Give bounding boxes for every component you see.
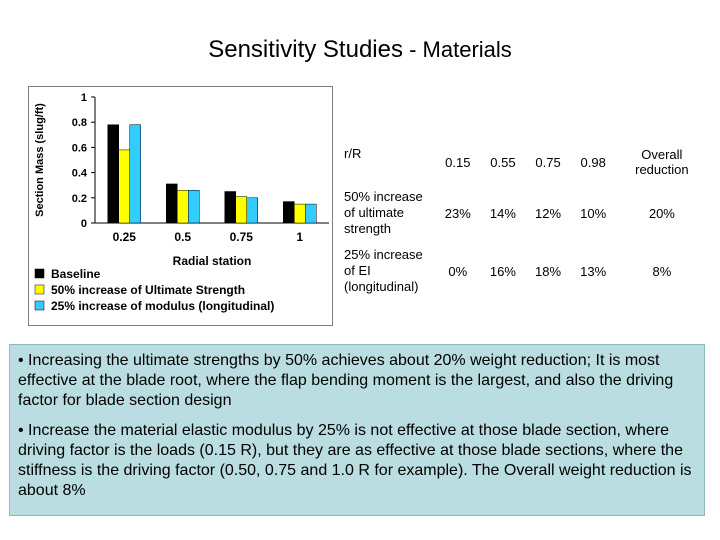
table-header-row <box>338 140 708 184</box>
y-tick-label: 0.2 <box>71 192 87 205</box>
bar <box>294 204 305 223</box>
y-tick-label: 0.4 <box>71 167 87 180</box>
table-cell: 18% <box>535 263 562 279</box>
x-tick-label: 1 <box>296 230 304 244</box>
bar <box>119 150 130 223</box>
legend-label: 50% increase of Ultimate Strength <box>51 283 246 297</box>
legend-swatch <box>35 285 44 294</box>
table-header-cell: 0.75 <box>535 154 561 170</box>
table-header-cell: 0.55 <box>490 154 516 170</box>
bar <box>305 204 316 223</box>
bar <box>166 184 177 223</box>
x-tick-label: 0.25 <box>112 230 136 244</box>
bar <box>188 190 199 223</box>
table-cell: 14% <box>489 205 516 221</box>
y-tick-label: 0.8 <box>71 117 87 130</box>
bar <box>247 198 258 223</box>
table-cell: 16% <box>489 263 516 279</box>
table-row <box>338 242 708 300</box>
table-header-cell: Overall reduction <box>635 147 689 177</box>
y-axis-label: Section Mass (slug/ft) <box>34 103 46 217</box>
table-row <box>338 184 708 242</box>
table-cell: 13% <box>580 263 607 279</box>
x-tick-label: 0.5 <box>174 230 192 244</box>
chart-canvas <box>29 87 332 325</box>
slide-title-main: Sensitivity Studies <box>208 36 403 63</box>
slide-title-sub: - Materials <box>402 37 512 62</box>
bar <box>177 190 188 223</box>
table-header-label: r/R <box>344 146 362 161</box>
legend-swatch <box>35 269 44 278</box>
note-paragraph: • Increase the material elastic modulus by 25% is not effective at those blade section, where driving factor is the loads (0.15 R), but they are as effective at those blade sections, where the stiffness is the driving factor (0.50, 0.75 and 1.0 R for example). The Overall weight reduction is about 8% <box>18 422 692 499</box>
table-cell: 8% <box>652 263 672 279</box>
table-header-cell: 0.15 <box>445 154 471 170</box>
x-tick-label: 0.75 <box>229 230 253 244</box>
legend-label: 25% increase of modulus (longitudinal) <box>51 299 275 313</box>
legend-label: Baseline <box>51 267 101 281</box>
table-row-label: 50% increase of ultimate strength <box>344 189 423 236</box>
bar <box>236 197 247 223</box>
table-cell: 20% <box>648 205 675 221</box>
bar <box>283 202 294 223</box>
table-cell: 23% <box>444 205 471 221</box>
table-row-label: 25% increase of EI (longitudinal) <box>344 247 423 294</box>
slide-title <box>0 36 720 64</box>
table-header-cell: 0.98 <box>580 154 606 170</box>
table-cell: 12% <box>535 205 562 221</box>
table-cell: 10% <box>580 205 607 221</box>
y-tick-label: 0 <box>80 218 87 230</box>
sensitivity-table <box>338 140 708 300</box>
notes-box <box>9 344 705 516</box>
note-paragraph: • Increasing the ultimate strengths by 50% achieves about 20% weight reduction; It is most effective at the blade root, where the flap bending moment is the largest, and also the driving factor for blade section design <box>18 352 674 409</box>
bar-chart <box>28 86 333 326</box>
bar <box>108 125 119 223</box>
y-tick-label: 0.6 <box>71 142 87 155</box>
bar <box>130 125 141 223</box>
table-cell: 0% <box>448 263 468 279</box>
legend-swatch <box>35 301 44 310</box>
x-axis-label: Radial station <box>172 254 252 268</box>
bar <box>225 192 236 224</box>
y-tick-label: 1 <box>80 92 87 104</box>
